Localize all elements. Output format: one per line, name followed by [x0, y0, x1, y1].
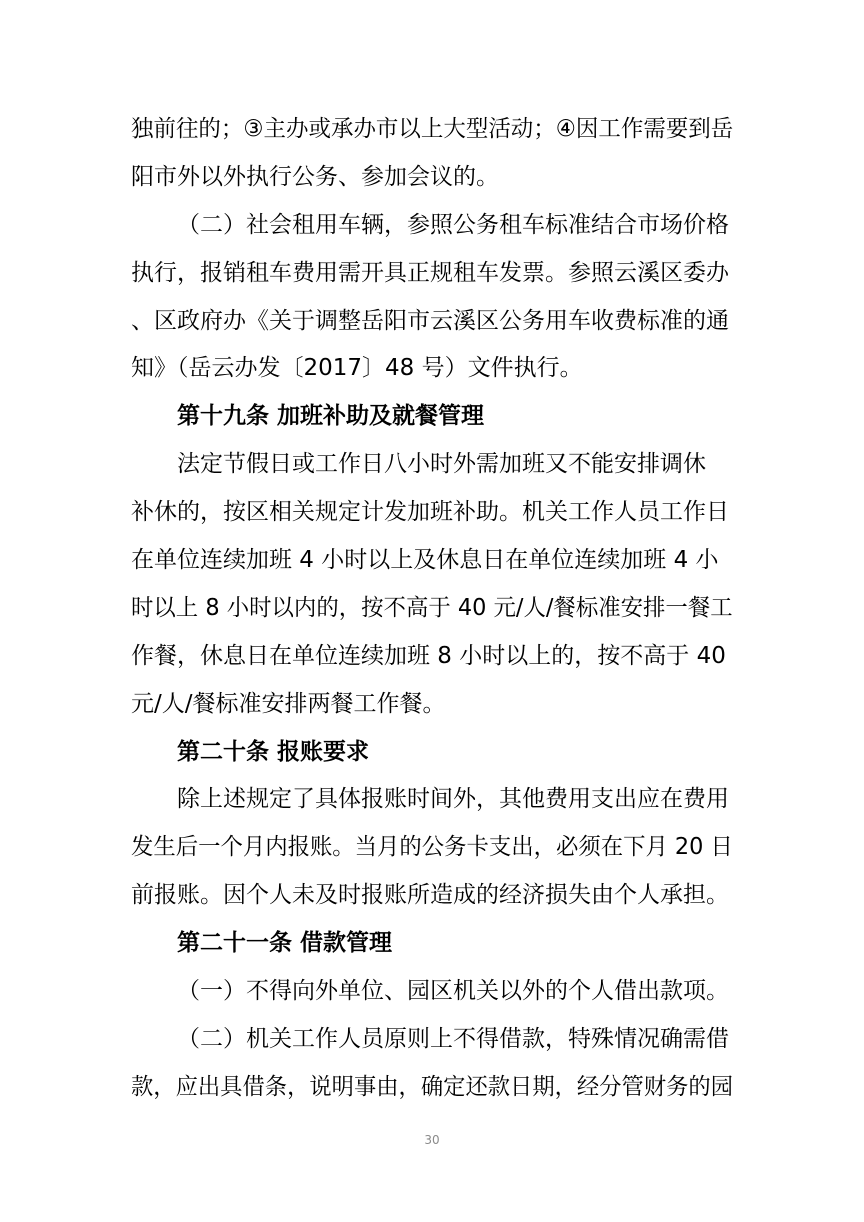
paragraph-line: 执行，报销租车费用需开具正规租车发票。参照云溪区委办 [131, 260, 729, 286]
paragraph-line: 款，应出具借条，说明事由，确定还款日期，经分管财务的园 [131, 1074, 733, 1100]
paragraph-line: 法定节假日或工作日八小时外需加班又不能安排调休 [177, 451, 706, 477]
section-heading-article-20: 第二十条 报账要求 [177, 739, 370, 765]
paragraph-line: 除上述规定了具体报账时间外，其他费用支出应在费用 [177, 786, 729, 812]
paragraph-line: 元/人/餐标准安排两餐工作餐。 [131, 691, 446, 717]
paragraph-line: 、区政府办《关于调整岳阳市云溪区公务用车收费标准的通 [131, 308, 729, 334]
section-heading-article-19: 第十九条 加班补助及就餐管理 [177, 403, 485, 429]
paragraph-line: 知》（岳云办发〔2017〕48 号）文件执行。 [131, 355, 583, 381]
paragraph-line: （二）社会租用车辆，参照公务租车标准结合市场价格 [177, 212, 729, 238]
paragraph-line: 作餐，休息日在单位连续加班 8 小时以上的，按不高于 40 [131, 643, 726, 669]
paragraph-line: 前报账。因个人未及时报账所造成的经济损失由个人承担。 [131, 882, 729, 908]
paragraph-line: （一）不得向外单位、园区机关以外的个人借出款项。 [177, 978, 729, 1004]
paragraph-line: 阳市外以外执行公务、参加会议的。 [131, 164, 499, 190]
paragraph-line: 独前往的；③主办或承办市以上大型活动；④因工作需要到岳 [131, 116, 734, 142]
section-heading-article-21: 第二十一条 借款管理 [177, 930, 393, 956]
page-number: 30 [424, 1133, 440, 1147]
paragraph-line: 时以上 8 小时以内的，按不高于 40 元/人/餐标准安排一餐工 [131, 595, 733, 621]
paragraph-line: （二）机关工作人员原则上不得借款，特殊情况确需借 [177, 1026, 729, 1052]
paragraph-line: 在单位连续加班 4 小时以上及休息日在单位连续加班 4 小 [131, 547, 719, 573]
paragraph-line: 补休的，按区相关规定计发加班补助。机关工作人员工作日 [131, 499, 729, 525]
paragraph-line: 发生后一个月内报账。当月的公务卡支出，必须在下月 20 日 [131, 834, 733, 860]
